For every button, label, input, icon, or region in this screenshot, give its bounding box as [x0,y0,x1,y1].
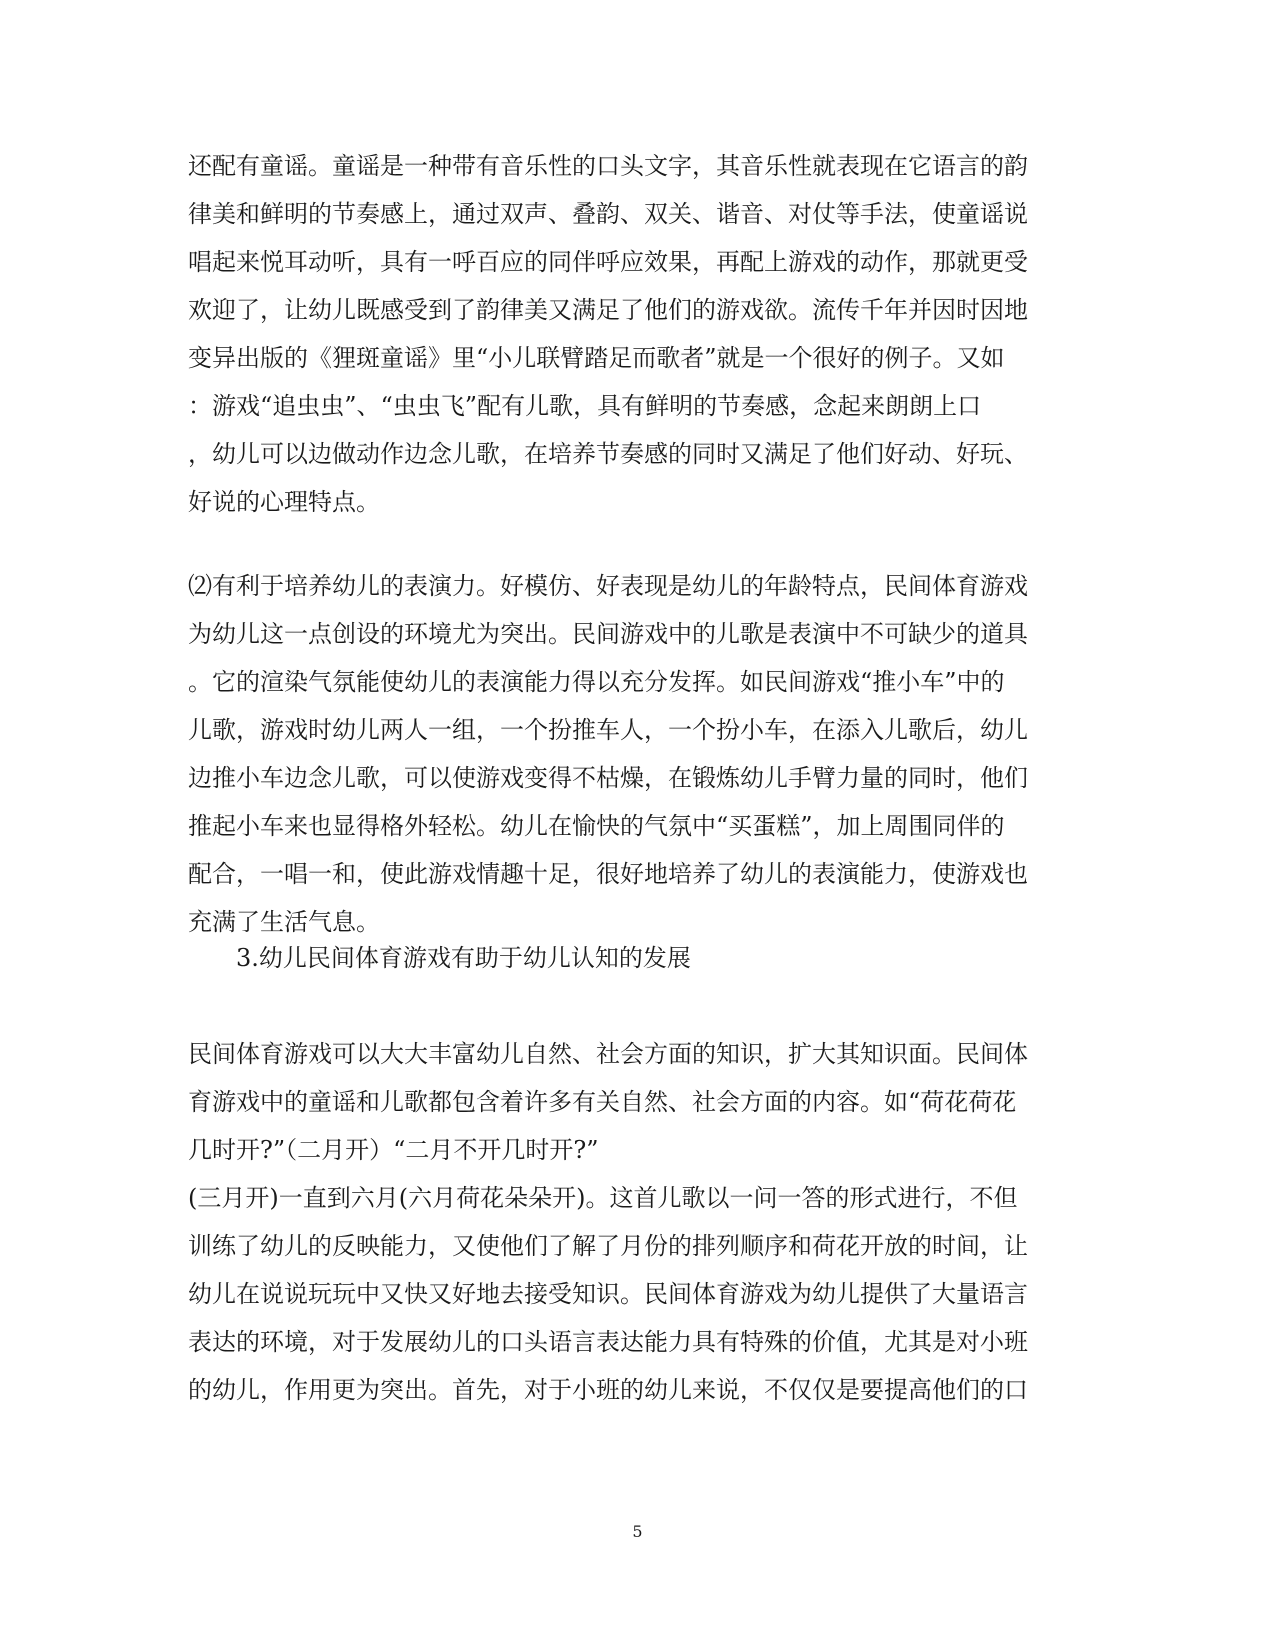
paragraph-line: 欢迎了，让幼儿既感受到了韵律美又满足了他们的游戏欲。流传千年并因时因地 [188,296,1028,324]
paragraph-line: 。它的渲染气氛能使幼儿的表演能力得以充分发挥。如民间游戏“推小车”中的 [188,668,1005,696]
paragraph-1 [188,142,1088,526]
paragraph-line: 律美和鲜明的节奏感上，通过双声、叠韵、双关、谐音、对仗等手法，使童谣说 [188,200,1028,228]
paragraph-line: 幼儿在说说玩玩中又快又好地去接受知识。民间体育游戏为幼儿提供了大量语言 [188,1280,1028,1308]
paragraph-line: ：游戏“追虫虫”、“虫虫飞”配有儿歌，具有鲜明的节奏感，念起来朗朗上口 [188,392,982,420]
paragraph-line: (三月开)一直到六月(六月荷花朵朵开)。这首儿歌以一问一答的形式进行，不但 [188,1184,1018,1212]
paragraph-line: 还配有童谣。童谣是一种带有音乐性的口头文字，其音乐性就表现在它语言的韵 [188,152,1028,180]
paragraph-line: 充满了生活气息。 [188,908,380,936]
paragraph-line: 为幼儿这一点创设的环境尤为突出。民间游戏中的儿歌是表演中不可缺少的道具 [188,620,1028,648]
paragraph-line: ⑵有利于培养幼儿的表演力。好模仿、好表现是幼儿的年龄特点，民间体育游戏 [188,572,1028,600]
paragraph-line: 配合，一唱一和，使此游戏情趣十足，很好地培养了幼儿的表演能力，使游戏也 [188,860,1028,888]
paragraph-line: 几时开?”（二月开）“二月不开几时开?” [188,1136,599,1164]
paragraph-line: 育游戏中的童谣和儿歌都包含着许多有关自然、社会方面的内容。如“荷花荷花 [188,1088,1017,1116]
paragraph-line: ，幼儿可以边做动作边念儿歌，在培养节奏感的同时又满足了他们好动、好玩、 [188,440,1028,468]
paragraph-line: 推起小车来也显得格外轻松。幼儿在愉快的气氛中“买蛋糕”，加上周围同伴的 [188,812,1005,840]
paragraph-line: 边推小车边念儿歌，可以使游戏变得不枯燥，在锻炼幼儿手臂力量的同时，他们 [188,764,1028,792]
paragraph-line: 好说的心理特点。 [188,488,380,516]
paragraph-3 [188,1030,1088,1414]
paragraph-line: 变异出版的《狸斑童谣》里“小儿联臂踏足而歌者”就是一个很好的例子。又如 [188,344,1005,372]
section-heading: 3.幼儿民间体育游戏有助于幼儿认知的发展 [236,944,691,972]
paragraph-line: 表达的环境，对于发展幼儿的口头语言表达能力具有特殊的价值，尤其是对小班 [188,1328,1028,1356]
paragraph-line: 儿歌，游戏时幼儿两人一组，一个扮推车人，一个扮小车，在添入儿歌后，幼儿 [188,716,1028,744]
paragraph-line: 民间体育游戏可以大大丰富幼儿自然、社会方面的知识，扩大其知识面。民间体 [188,1040,1028,1068]
page-number: 5 [632,1522,643,1541]
paragraph-line: 的幼儿，作用更为突出。首先，对于小班的幼儿来说，不仅仅是要提高他们的口 [188,1376,1028,1404]
paragraph-line: 训练了幼儿的反映能力，又使他们了解了月份的排列顺序和荷花开放的时间，让 [188,1232,1028,1260]
paragraph-2 [188,562,1088,946]
paragraph-line: 唱起来悦耳动听，具有一呼百应的同伴呼应效果，再配上游戏的动作，那就更受 [188,248,1028,276]
